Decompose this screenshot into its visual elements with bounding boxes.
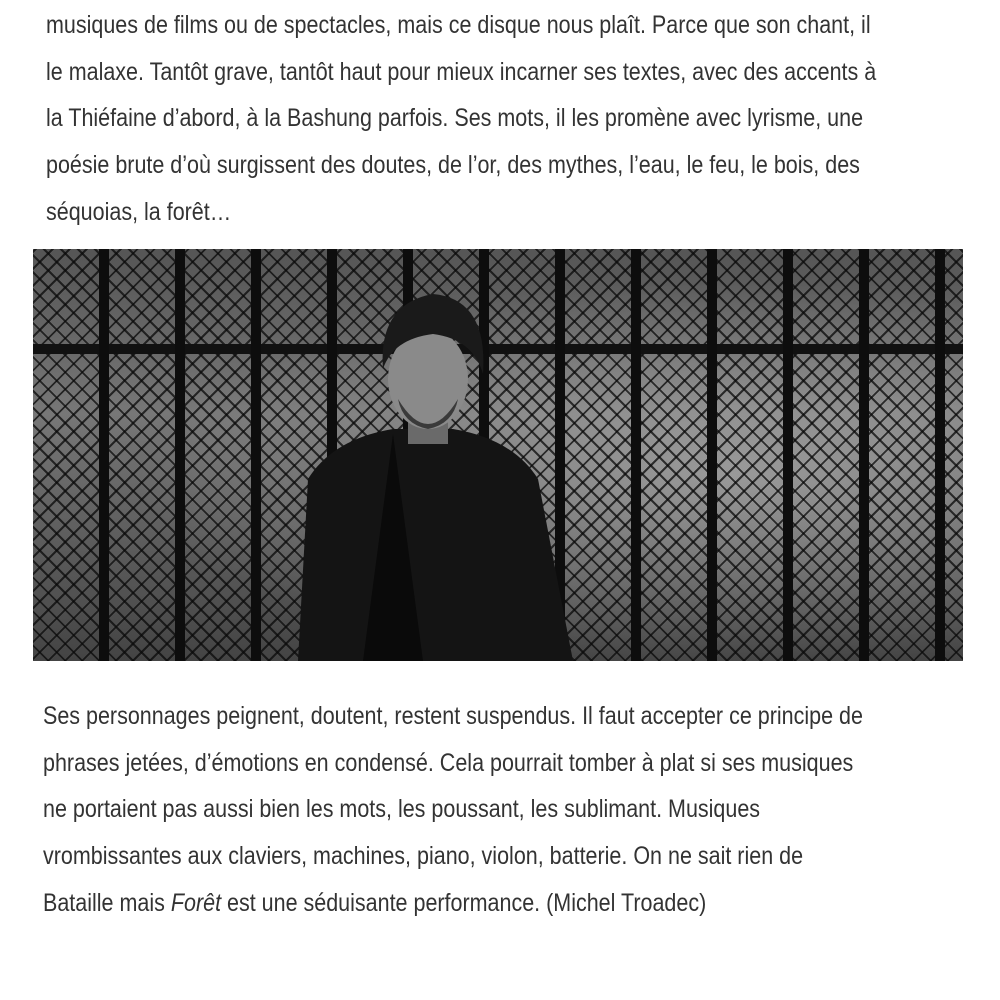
article-photo	[33, 249, 963, 661]
person-figure	[33, 249, 963, 661]
text-span: Bataille mais	[43, 889, 171, 917]
text-span: est une séduisante performance. (Michel Troadec)	[221, 889, 707, 917]
text-line: Ses personnages peignent, doutent, restent suspendus. Il faut accepter ce principe de	[43, 702, 863, 730]
album-title: Forêt	[170, 889, 222, 917]
text-line	[43, 888, 706, 918]
text-line: vrombissantes aux claviers, machines, piano, violon, batterie. On ne sait rien de	[43, 842, 804, 870]
text-line: la Thiéfaine d’abord, à la Bashung parfois. Ses mots, il les promène avec lyrisme, une	[46, 104, 864, 132]
text-line: poésie brute d’où surgissent des doutes, de l’or, des mythes, l’eau, le feu, le bois, des	[46, 151, 860, 179]
text-line: ne portaient pas aussi bien les mots, les poussant, les sublimant. Musiques	[43, 795, 761, 823]
text-line: le malaxe. Tantôt grave, tantôt haut pour mieux incarner ses textes, avec des accents à	[46, 58, 877, 86]
text-line: musiques de films ou de spectacles, mais ce disque nous plaît. Parce que son chant, il	[46, 11, 871, 39]
text-line: phrases jetées, d’émotions en condensé. Cela pourrait tomber à plat si ses musiques	[43, 749, 854, 777]
text-line: séquoias, la forêt…	[46, 198, 232, 226]
